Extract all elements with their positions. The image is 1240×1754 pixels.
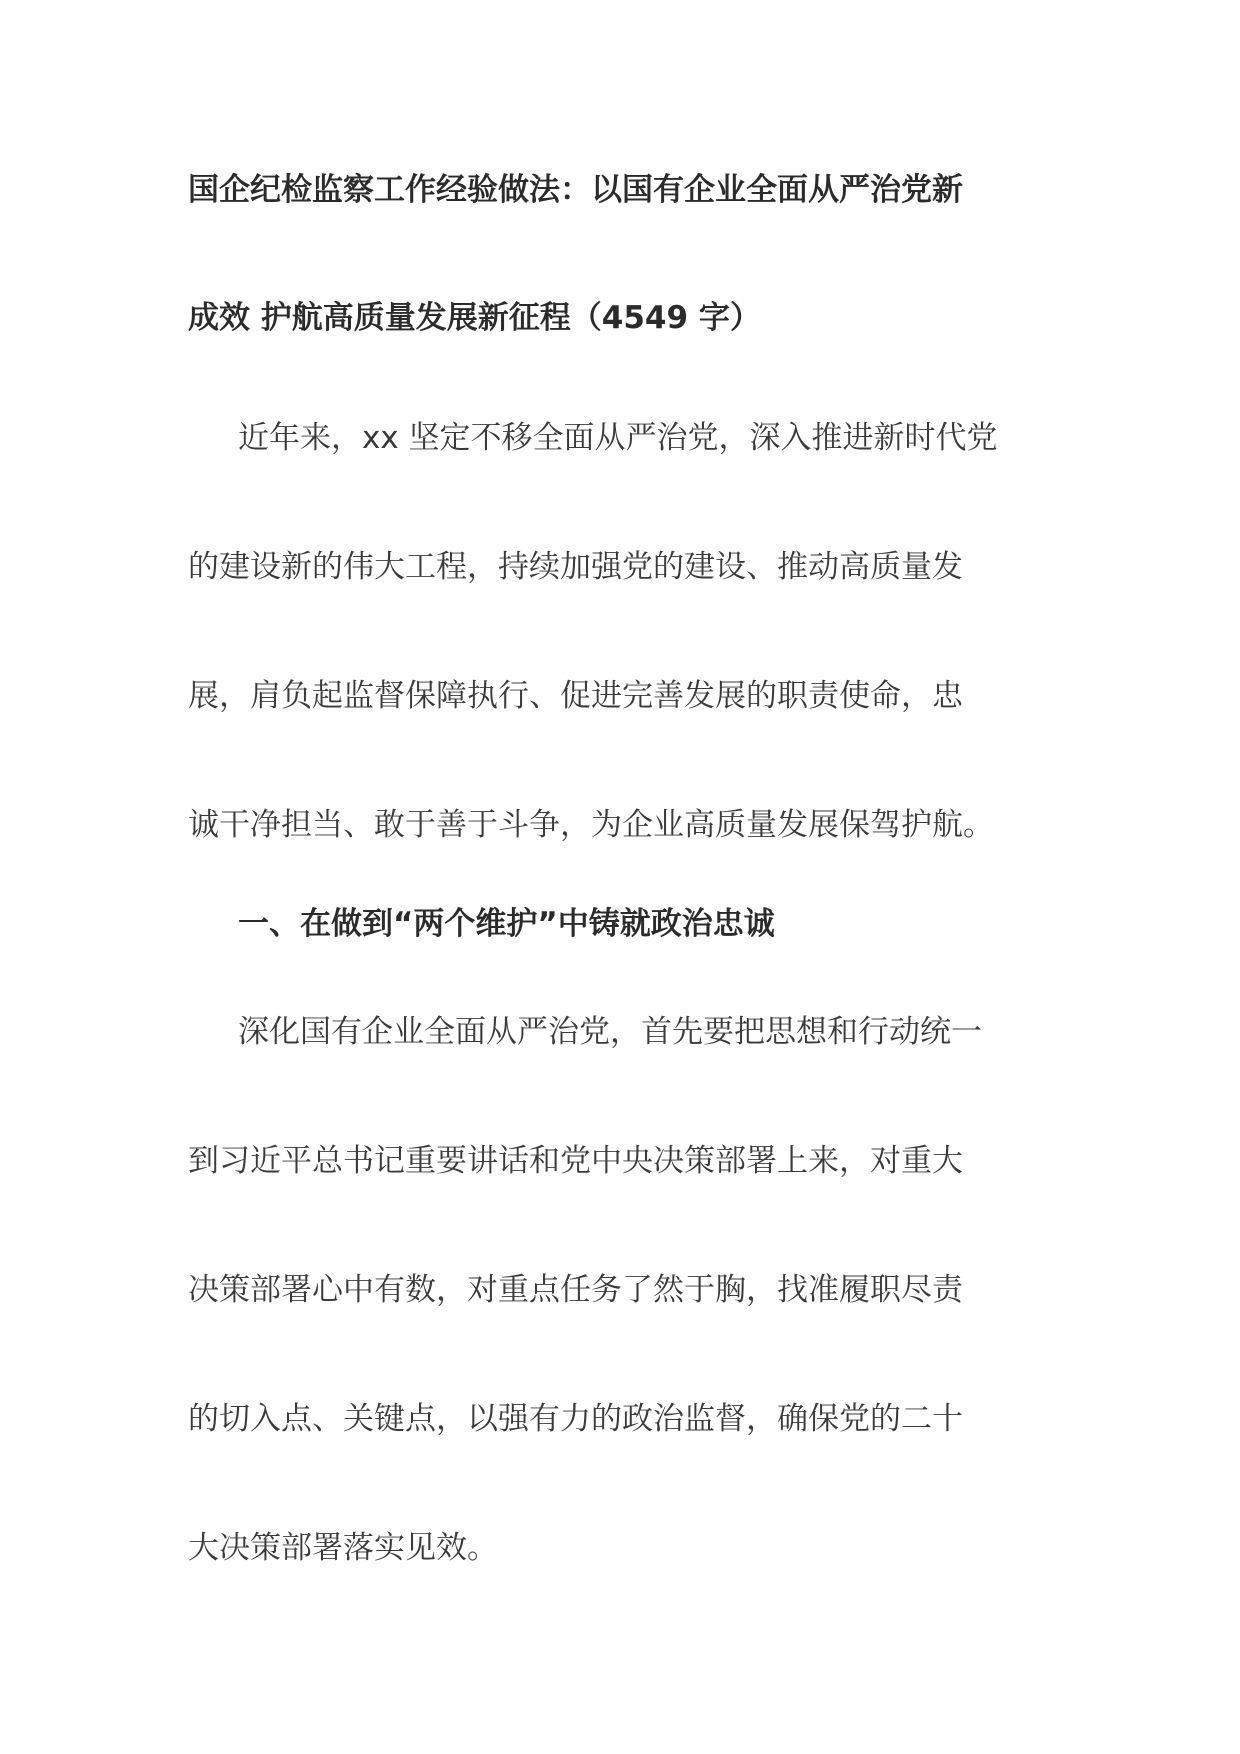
paragraph-line: 决策部署心中有数，对重点任务了然于胸，找准履职尽责 bbox=[188, 1272, 963, 1308]
section-heading: 一、在做到“两个维护”中铸就政治忠诚 bbox=[238, 906, 775, 942]
intro-paragraph bbox=[188, 374, 1063, 890]
paragraph-line: 诚干净担当、敢于善于斗争，为企业高质量发展保驾护航。 bbox=[188, 807, 994, 843]
document-body bbox=[188, 170, 1063, 1613]
paragraph-line: 的切入点、关键点，以强有力的政治监督，确保党的二十 bbox=[188, 1401, 963, 1437]
paragraph-line: 大决策部署落实见效。 bbox=[188, 1530, 498, 1566]
title-line: 国企纪检监察工作经验做法：以国有企业全面从严治党新 bbox=[188, 172, 963, 208]
paragraph-line: 展，肩负起监督保障执行、促进完善发展的职责使命，忠 bbox=[188, 678, 963, 714]
paragraph-line: 的建设新的伟大工程，持续加强党的建设、推动高质量发 bbox=[188, 549, 963, 585]
paragraph-line: 深化国有企业全面从严治党，首先要把思想和行动统一 bbox=[238, 1014, 982, 1050]
title-line: 成效 护航高质量发展新征程（4549 字） bbox=[188, 300, 761, 336]
paragraph-line: 到习近平总书记重要讲话和党中央决策部署上来，对重大 bbox=[188, 1143, 963, 1179]
paragraph-line: 近年来，xx 坚定不移全面从严治党，深入推进新时代党 bbox=[238, 420, 998, 456]
section-paragraph bbox=[188, 968, 1063, 1613]
document-title bbox=[188, 126, 1063, 382]
